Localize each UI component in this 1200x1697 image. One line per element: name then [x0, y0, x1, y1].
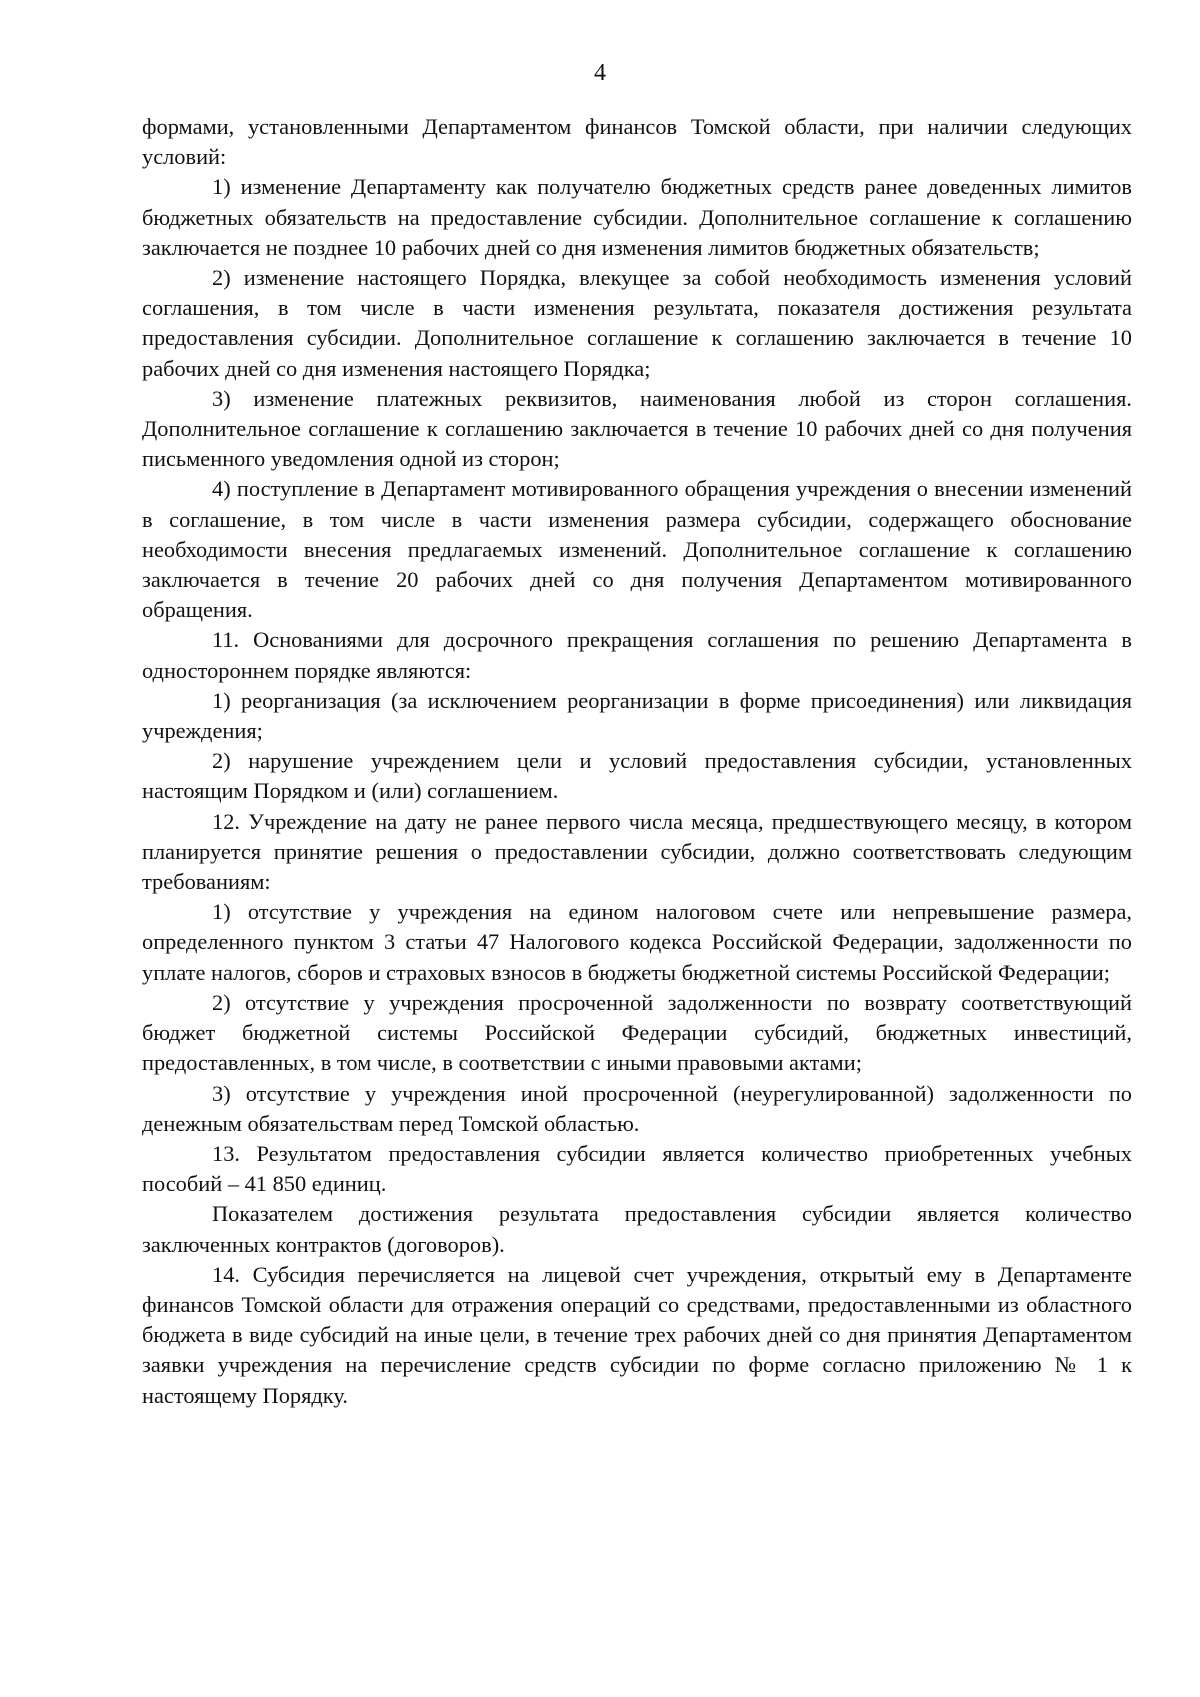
paragraph-12-requirements: 12. Учреждение на дату не ранее первого числа месяца, предшествующего месяцу, в котором планируется принятие решения о предоставлении субсидии, должно соответствовать следующим требованиям:: [142, 808, 1132, 895]
paragraph-condition-3-requisites: 3) изменение платежных реквизитов, наименования любой из сторон соглашения. Дополнительное соглашение к соглашению заключается в течение 10 рабочих дней со дня получения письменного уведомления одной из сторон;: [142, 385, 1132, 472]
paragraph-condition-2-order-change: 2) изменение настоящего Порядка, влекущее за собой необходимость изменения условий соглашения, в том числе в части изменения результата, показателя достижения результата предоставления субсидии. Дополнительное соглашение к соглашению заключается в течение 10 рабочих дней со дня изменения настоящего Порядка;: [142, 265, 1132, 381]
paragraph-13-result: 13. Результатом предоставления субсидии является количество приобретенных учебных пособий – 41 850 единиц.: [142, 1140, 1132, 1197]
paragraph-forms-conditions: формами, установленными Департаментом финансов Томской области, при наличии следующих условий:: [142, 114, 1132, 170]
paragraph-12-item-1: 1) отсутствие у учреждения на едином налоговом счете или непревышение размера, определенного пунктом 3 статьи 47 Налогового кодекса Российской Федерации, задолженности по уплате налогов, сборов и страховых взносов в бюджеты бюджетной системы Российской Федерации;: [142, 899, 1132, 985]
paragraph-11-item-1: 1) реорганизация (за исключением реорганизации в форме присоединения) или ликвидация учреждения;: [142, 687, 1132, 744]
paragraph-condition-4-appeal: 4) поступление в Департамент мотивированного обращения учреждения о внесении изменений в соглашение, в том числе в части изменения размера субсидии, содержащего обоснование необходимости внесения предлагаемых изменений. Дополнительное соглашение к соглашению заключается в течение 20 рабочих дней со дня получения Департаментом мотивированного обращения.: [142, 476, 1132, 623]
paragraph-12-item-3: 3) отсутствие у учреждения иной просроченной (неурегулированной) задолженности по денежным обязательствам перед Томской областью.: [142, 1080, 1132, 1136]
paragraph-13-indicator: Показателем достижения результата предоставления субсидии является количество заключенных контрактов (договоров).: [142, 1201, 1132, 1257]
paragraph-14-transfer: 14. Субсидия перечисляется на лицевой счет учреждения, открытый ему в Департаменте финансов Томской области для отражения операций со средствами, предоставленными из областного бюджета в виде субсидий на иные цели, в течение трех рабочих дней со дня принятия Департаментом заявки учреждения на перечисление средств субсидии по форме согласно приложению № 1 к настоящему Порядку.: [142, 1261, 1132, 1408]
paragraph-11-termination-grounds: 11. Основаниями для досрочного прекращения соглашения по решению Департамента в одностороннем порядке являются:: [142, 627, 1132, 683]
document-body: [142, 112, 1132, 1411]
page-number: 4: [594, 60, 606, 86]
paragraph-12-item-2: 2) отсутствие у учреждения просроченной задолженности по возврату соответствующий бюджет бюджетной системы Российской Федерации субсидий, бюджетных инвестиций, предоставленных, в том числе, в соответствии с иными правовыми актами;: [142, 989, 1132, 1076]
paragraph-condition-1-limits: 1) изменение Департаменту как получателю бюджетных средств ранее доведенных лимитов бюджетных обязательств на предоставление субсидии. Дополнительное соглашение к соглашению заключается не позднее 10 рабочих дней со дня изменения лимитов бюджетных обязательств;: [142, 174, 1132, 260]
paragraph-11-item-2: 2) нарушение учреждением цели и условий предоставления субсидии, установленных настоящим Порядком и (или) соглашением.: [142, 748, 1132, 804]
